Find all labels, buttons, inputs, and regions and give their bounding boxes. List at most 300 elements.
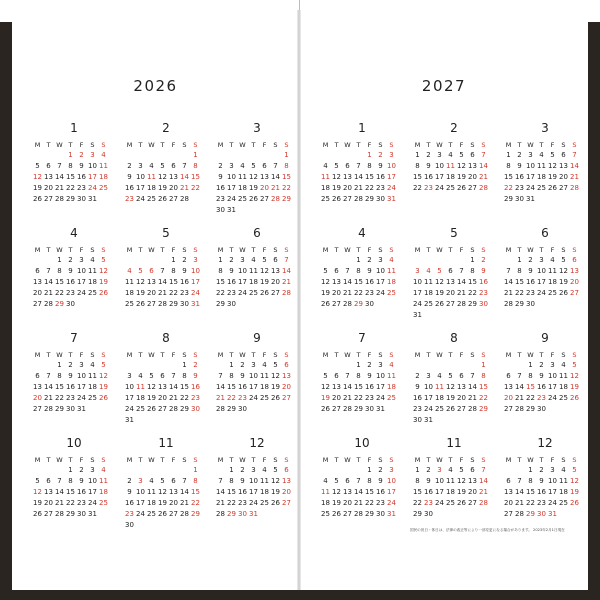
day-cell: 29 (216, 300, 225, 308)
day-cell: 9 (182, 267, 187, 275)
day-cell: 8 (229, 477, 234, 485)
empty-day-cell (547, 299, 558, 310)
day-cell: 11 (99, 477, 108, 485)
month-number: 5 (162, 226, 170, 240)
day-cell: 8 (182, 372, 187, 380)
empty-day-cell (445, 415, 456, 426)
day-cell: 3 (426, 372, 431, 380)
day-cell: 12 (271, 372, 280, 380)
day-cell: 16 (66, 278, 75, 286)
empty-day-cell (157, 465, 168, 476)
day-cell: 29 (479, 405, 488, 413)
empty-day-cell (281, 205, 292, 216)
day-cell: 2 (218, 162, 223, 170)
day-cell: 10 (77, 267, 86, 275)
day-cell: 2 (539, 361, 544, 369)
day-cell: 6 (160, 372, 165, 380)
day-cell: 6 (284, 466, 289, 474)
day-cell: 1 (193, 151, 198, 159)
weekday-label: T (160, 456, 165, 464)
day-cell: 23 (227, 289, 236, 297)
day-cell: 15 (66, 173, 75, 181)
weekday-label: T (517, 141, 522, 149)
day-cell: 18 (435, 394, 444, 402)
day-cell: 15 (468, 278, 477, 286)
day-cell: 15 (365, 173, 374, 181)
day-cell: 4 (561, 466, 566, 474)
month-number: 11 (446, 436, 462, 450)
day-cell: 4 (539, 151, 544, 159)
empty-day-cell (179, 415, 190, 426)
day-cell: 19 (147, 394, 156, 402)
day-cell: 28 (504, 300, 513, 308)
day-cell: 22 (227, 499, 236, 507)
day-cell: 1 (193, 466, 198, 474)
weekday-label: S (378, 246, 383, 254)
day-cell: 11 (260, 477, 269, 485)
month-block-7 (320, 330, 404, 415)
day-cell: 17 (125, 394, 134, 402)
day-cell: 27 (559, 184, 568, 192)
day-cell: 6 (470, 466, 475, 474)
day-cell: 16 (526, 278, 535, 286)
day-cell: 2 (193, 361, 198, 369)
day-cell: 23 (66, 289, 75, 297)
day-cell: 13 (282, 477, 291, 485)
day-cell: 15 (227, 383, 236, 391)
day-cell: 11 (435, 383, 444, 391)
day-cell: 28 (216, 405, 225, 413)
day-cell: 6 (345, 162, 350, 170)
day-cell: 2 (240, 466, 245, 474)
day-cell: 2 (240, 361, 245, 369)
weekday-label: S (284, 141, 289, 149)
day-cell: 21 (457, 289, 466, 297)
day-cell: 4 (251, 256, 256, 264)
month-block-3 (215, 120, 299, 216)
day-cell: 27 (169, 195, 178, 203)
day-cell: 17 (376, 383, 385, 391)
empty-day-cell (353, 465, 364, 476)
day-cell: 8 (415, 162, 420, 170)
empty-day-cell (146, 255, 157, 266)
day-cell: 15 (66, 488, 75, 496)
day-cell: 7 (182, 477, 187, 485)
day-cell: 7 (57, 477, 62, 485)
month-number: 12 (537, 436, 553, 450)
weekday-header (124, 455, 208, 465)
day-cell: 3 (79, 361, 84, 369)
day-cell: 18 (537, 173, 546, 181)
day-cell: 5 (273, 361, 278, 369)
day-cell: 23 (537, 394, 546, 402)
day-cell: 30 (376, 195, 385, 203)
weekday-label: T (138, 456, 143, 464)
day-cell: 26 (158, 195, 167, 203)
day-cell: 10 (537, 267, 546, 275)
day-cell: 12 (446, 383, 455, 391)
weekday-label: S (193, 456, 198, 464)
day-cell: 19 (570, 383, 579, 391)
empty-day-cell (342, 360, 353, 371)
month-number: 9 (541, 331, 549, 345)
day-cell: 16 (66, 383, 75, 391)
empty-day-cell (43, 150, 54, 161)
day-cell: 24 (537, 289, 546, 297)
weekday-label: F (262, 246, 267, 254)
weekday-header (503, 245, 587, 255)
empty-day-cell (43, 255, 54, 266)
day-cell: 16 (413, 394, 422, 402)
day-cell: 7 (273, 162, 278, 170)
day-cell: 4 (101, 466, 106, 474)
day-cell: 27 (282, 499, 291, 507)
day-cell: 10 (238, 267, 247, 275)
day-cell: 28 (457, 300, 466, 308)
month-block-12 (503, 435, 587, 520)
day-cell: 11 (387, 267, 396, 275)
day-cell: 13 (33, 383, 42, 391)
day-cell: 18 (238, 184, 247, 192)
day-cell: 19 (33, 499, 42, 507)
day-cell: 9 (367, 267, 372, 275)
day-cell: 10 (413, 278, 422, 286)
empty-day-cell (98, 404, 109, 415)
weekday-label: T (160, 141, 165, 149)
day-cell: 30 (77, 195, 86, 203)
day-cell: 1 (57, 256, 62, 264)
empty-day-cell (168, 150, 179, 161)
day-cell: 8 (356, 267, 361, 275)
day-cell: 22 (282, 184, 291, 192)
empty-day-cell (514, 360, 525, 371)
day-cell: 23 (365, 289, 374, 297)
weekday-label: S (572, 351, 577, 359)
day-cell: 15 (191, 488, 200, 496)
day-cell: 31 (88, 195, 97, 203)
day-cell: 18 (559, 488, 568, 496)
empty-day-cell (157, 150, 168, 161)
day-cell: 7 (481, 466, 486, 474)
weekday-header (215, 245, 299, 255)
day-cell: 4 (90, 361, 95, 369)
weekday-label: T (229, 351, 234, 359)
day-cell: 31 (227, 206, 236, 214)
day-cell: 4 (149, 477, 154, 485)
empty-day-cell (331, 360, 342, 371)
page-gutter (297, 10, 301, 590)
day-cell: 7 (218, 372, 223, 380)
day-cell: 8 (57, 267, 62, 275)
weekday-header (124, 140, 208, 150)
day-cell: 24 (227, 195, 236, 203)
day-cell: 31 (548, 510, 557, 518)
day-cell: 28 (515, 510, 524, 518)
day-cell: 31 (125, 416, 134, 424)
weekday-label: M (505, 141, 512, 149)
day-cell: 30 (66, 300, 75, 308)
empty-day-cell (215, 360, 226, 371)
empty-day-cell (32, 150, 43, 161)
empty-day-cell (248, 205, 259, 216)
empty-day-cell (558, 299, 569, 310)
day-cell: 29 (526, 510, 535, 518)
empty-day-cell (146, 150, 157, 161)
day-cell: 22 (526, 394, 535, 402)
empty-day-cell (423, 360, 434, 371)
day-cell: 28 (343, 405, 352, 413)
weekday-label: W (344, 351, 351, 359)
day-cell: 11 (548, 267, 557, 275)
weekday-label: T (356, 456, 361, 464)
day-cell: 3 (79, 256, 84, 264)
day-cell: 30 (413, 416, 422, 424)
day-cell: 1 (229, 466, 234, 474)
day-cell: 5 (262, 256, 267, 264)
day-cell: 28 (479, 184, 488, 192)
day-cell: 2 (182, 256, 187, 264)
day-cell: 22 (468, 289, 477, 297)
day-cell: 12 (332, 488, 341, 496)
weekday-header (215, 350, 299, 360)
day-cell: 14 (180, 488, 189, 496)
day-cell: 21 (282, 278, 291, 286)
day-cell: 26 (271, 499, 280, 507)
day-cell: 5 (273, 466, 278, 474)
day-cell: 22 (413, 184, 422, 192)
day-cell: 12 (99, 372, 108, 380)
day-cell: 6 (46, 477, 51, 485)
weekday-header (215, 140, 299, 150)
empty-day-cell (157, 415, 168, 426)
day-cell: 28 (158, 300, 167, 308)
day-cell: 24 (77, 394, 86, 402)
weekday-label: M (322, 141, 329, 149)
day-cell: 2 (79, 466, 84, 474)
day-cell: 18 (249, 278, 258, 286)
weekday-label: T (517, 456, 522, 464)
weekday-label: W (527, 456, 534, 464)
day-cell: 15 (180, 383, 189, 391)
day-cell: 1 (171, 256, 176, 264)
month-block-8 (412, 330, 496, 426)
day-cell: 20 (504, 394, 513, 402)
day-cell: 15 (55, 383, 64, 391)
weekday-label: F (79, 456, 84, 464)
day-cell: 21 (216, 499, 225, 507)
day-cell: 24 (413, 300, 422, 308)
day-cell: 8 (57, 372, 62, 380)
weekday-label: M (414, 141, 421, 149)
day-cell: 20 (457, 394, 466, 402)
day-cell: 29 (515, 300, 524, 308)
day-cell: 6 (448, 267, 453, 275)
day-cell: 25 (387, 394, 396, 402)
day-cell: 24 (376, 289, 385, 297)
day-cell: 9 (127, 173, 132, 181)
day-cell: 22 (504, 184, 513, 192)
weekday-label: S (470, 141, 475, 149)
day-cell: 29 (66, 195, 75, 203)
day-cell: 10 (387, 477, 396, 485)
day-grid (320, 150, 404, 205)
weekday-header (215, 455, 299, 465)
weekday-label: T (448, 351, 453, 359)
day-cell: 22 (354, 394, 363, 402)
weekday-label: S (182, 246, 187, 254)
empty-day-cell (124, 255, 135, 266)
day-cell: 3 (240, 256, 245, 264)
month-number: 1 (358, 121, 366, 135)
month-number: 12 (249, 436, 265, 450)
weekday-header (32, 350, 116, 360)
weekday-label: W (344, 456, 351, 464)
day-cell: 25 (321, 510, 330, 518)
day-cell: 1 (528, 466, 533, 474)
day-cell: 1 (481, 361, 486, 369)
month-number: 7 (358, 331, 366, 345)
weekday-label: S (470, 246, 475, 254)
month-block-3 (503, 120, 587, 205)
day-cell: 20 (33, 289, 42, 297)
day-cell: 10 (136, 173, 145, 181)
day-cell: 17 (387, 488, 396, 496)
day-cell: 8 (68, 162, 73, 170)
day-cell: 10 (125, 383, 134, 391)
day-cell: 27 (147, 300, 156, 308)
weekday-label: S (389, 246, 394, 254)
empty-day-cell (569, 194, 580, 205)
day-cell: 23 (376, 499, 385, 507)
day-cell: 24 (238, 289, 247, 297)
day-cell: 12 (457, 477, 466, 485)
weekday-header (412, 245, 496, 255)
month-number: 1 (70, 121, 78, 135)
day-cell: 15 (526, 383, 535, 391)
day-cell: 17 (136, 499, 145, 507)
weekday-label: F (459, 456, 464, 464)
day-cell: 10 (376, 267, 385, 275)
weekday-label: S (273, 351, 278, 359)
day-grid (412, 150, 496, 194)
day-cell: 10 (88, 162, 97, 170)
day-cell: 27 (332, 300, 341, 308)
weekday-label: S (481, 456, 486, 464)
empty-day-cell (386, 404, 397, 415)
day-cell: 23 (238, 394, 247, 402)
weekday-header (503, 455, 587, 465)
day-cell: 27 (44, 195, 53, 203)
day-cell: 19 (548, 173, 557, 181)
day-cell: 20 (44, 184, 53, 192)
day-cell: 28 (180, 510, 189, 518)
day-cell: 31 (77, 405, 86, 413)
day-cell: 23 (125, 195, 134, 203)
empty-day-cell (353, 150, 364, 161)
day-cell: 6 (345, 477, 350, 485)
day-cell: 9 (79, 477, 84, 485)
month-number: 2 (450, 121, 458, 135)
day-cell: 3 (437, 466, 442, 474)
day-cell: 28 (55, 510, 64, 518)
holiday-footnote: 国民の祝日・休日は、法律の改正等により一部変更になる場合があります。 2023年2月1日現在 (410, 528, 565, 532)
day-cell: 14 (343, 383, 352, 391)
day-cell: 4 (323, 477, 328, 485)
day-cell: 5 (323, 372, 328, 380)
weekday-label: W (148, 456, 155, 464)
day-cell: 20 (332, 289, 341, 297)
weekday-label: T (68, 141, 73, 149)
weekday-label: T (448, 141, 453, 149)
day-cell: 24 (88, 499, 97, 507)
month-number: 6 (253, 226, 261, 240)
day-cell: 31 (413, 311, 422, 319)
day-cell: 9 (481, 267, 486, 275)
weekday-label: T (229, 246, 234, 254)
day-cell: 15 (354, 278, 363, 286)
day-cell: 2 (415, 372, 420, 380)
weekday-label: S (182, 141, 187, 149)
day-cell: 29 (282, 195, 291, 203)
day-cell: 19 (446, 394, 455, 402)
day-cell: 29 (55, 300, 64, 308)
empty-day-cell (320, 465, 331, 476)
weekday-label: S (101, 456, 106, 464)
day-cell: 18 (88, 278, 97, 286)
weekday-label: M (414, 456, 421, 464)
day-cell: 24 (526, 184, 535, 192)
day-cell: 3 (389, 151, 394, 159)
day-cell: 21 (479, 488, 488, 496)
day-cell: 28 (479, 499, 488, 507)
day-cell: 19 (136, 289, 145, 297)
day-cell: 14 (180, 173, 189, 181)
day-cell: 30 (227, 300, 236, 308)
day-cell: 16 (216, 184, 225, 192)
weekday-label: S (182, 456, 187, 464)
day-grid (503, 360, 587, 415)
weekday-header (503, 350, 587, 360)
empty-day-cell (43, 465, 54, 476)
day-cell: 14 (479, 162, 488, 170)
day-cell: 3 (90, 151, 95, 159)
day-cell: 18 (147, 499, 156, 507)
weekday-label: S (284, 246, 289, 254)
weekday-label: S (101, 141, 106, 149)
day-cell: 26 (321, 405, 330, 413)
day-cell: 30 (376, 510, 385, 518)
weekday-label: F (79, 246, 84, 254)
empty-day-cell (237, 150, 248, 161)
day-cell: 21 (55, 184, 64, 192)
day-cell: 9 (127, 488, 132, 496)
weekday-label: F (262, 351, 267, 359)
empty-day-cell (467, 415, 478, 426)
day-cell: 18 (321, 499, 330, 507)
day-cell: 12 (457, 162, 466, 170)
month-number: 4 (358, 226, 366, 240)
day-cell: 13 (332, 383, 341, 391)
day-cell: 17 (387, 173, 396, 181)
day-cell: 20 (343, 184, 352, 192)
day-cell: 2 (367, 361, 372, 369)
empty-day-cell (146, 415, 157, 426)
day-cell: 18 (548, 278, 557, 286)
empty-day-cell (445, 255, 456, 266)
day-cell: 18 (88, 383, 97, 391)
day-cell: 31 (387, 195, 396, 203)
day-cell: 23 (180, 289, 189, 297)
